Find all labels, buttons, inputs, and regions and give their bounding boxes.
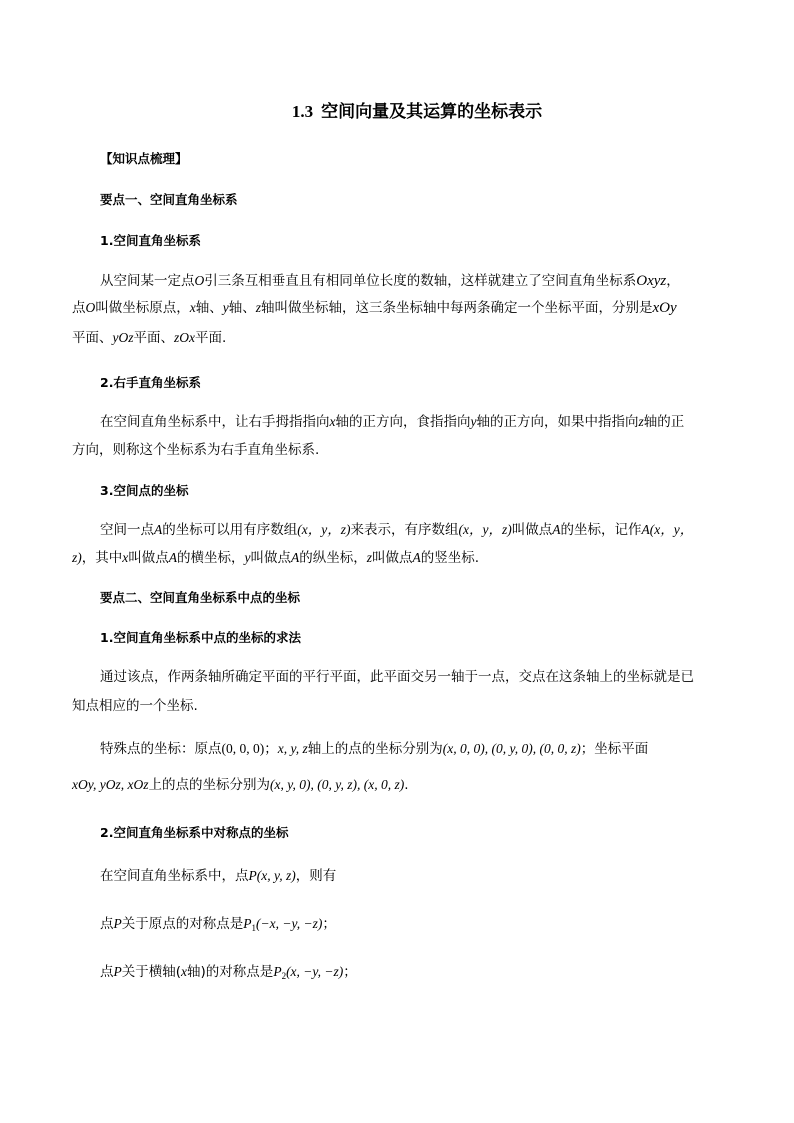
text-run: 空间一点 <box>100 522 154 538</box>
math-run: A(x，y， <box>641 522 694 537</box>
math-run: x <box>122 550 129 565</box>
math-run: z <box>638 414 644 429</box>
paragraph-line <box>72 298 677 318</box>
text-run: 的纵坐标， <box>299 550 367 566</box>
section-label: 【知识点梳理】 <box>100 151 188 166</box>
math-run: (x，y，z) <box>458 522 512 537</box>
math-symbol: P <box>243 916 252 931</box>
point1-s2-heading: 2.右手直角坐标系 <box>100 375 201 390</box>
title-number: 1.3 <box>291 102 314 121</box>
math-run: yOz <box>112 330 134 345</box>
math-run: xOy, yOz, xOz <box>72 777 149 792</box>
math-run: A <box>168 550 177 565</box>
text-run: ，则有 <box>295 868 337 884</box>
paragraph-line <box>72 775 409 795</box>
math-run: A <box>154 522 163 537</box>
paragraph-line <box>100 866 336 886</box>
text-run: 的竖坐标. <box>420 550 480 566</box>
math-coords: (x, −y, −z) <box>286 964 344 979</box>
text-run: 点 <box>100 916 114 932</box>
point1-heading: 要点一、空间直角坐标系 <box>100 192 238 207</box>
math-run: y <box>222 300 229 315</box>
text-run: 轴上的点的坐标分别为 <box>307 741 443 757</box>
paragraph-line <box>100 271 680 291</box>
text-run: 关于原点的对称点是 <box>121 916 244 932</box>
text-run: ； <box>264 741 278 757</box>
text-run: 平面、 <box>72 330 113 346</box>
page-title <box>0 99 794 125</box>
math-run: z <box>255 300 262 315</box>
math-run: A <box>552 522 561 537</box>
text-run: 叫做点 <box>250 550 291 566</box>
paragraph-line <box>100 914 336 934</box>
math-run: P <box>113 916 122 931</box>
text-run: 来表示，有序数组 <box>350 522 459 538</box>
point1-s3-heading: 3.空间点的坐标 <box>100 483 189 498</box>
math-symbol: P <box>273 964 282 979</box>
text-run: 的横坐标， <box>177 550 245 566</box>
text-run: 叫做点 <box>128 550 169 566</box>
math-run: (x, 0, 0), (0, y, 0), (0, 0, z) <box>442 741 581 756</box>
math-run: y <box>470 414 477 429</box>
subscript: 1 <box>251 923 256 933</box>
math-run: x <box>329 414 336 429</box>
text-run: 轴、 <box>228 300 256 316</box>
math-run: O <box>85 300 96 315</box>
text-run: 轴)的对称点是 <box>187 964 274 980</box>
text-run: 轴、 <box>195 300 223 316</box>
paragraph-line <box>100 412 684 432</box>
math-run: (x，y，z) <box>297 522 351 537</box>
text-run: 叫做点 <box>511 522 553 538</box>
text-run: 点 <box>100 964 114 980</box>
paragraph-line <box>100 962 357 982</box>
math-run: Oxyz <box>636 273 667 289</box>
math-run: x, y, z <box>277 741 308 756</box>
text-run: 轴的正 <box>643 414 685 430</box>
text-run: 从空间某一定点 <box>100 273 195 289</box>
subscript: 2 <box>281 971 287 981</box>
math-run: x <box>189 300 196 315</box>
text-run: 上的点的坐标分别为 <box>148 777 270 793</box>
paragraph-line <box>72 328 226 348</box>
math-run: x <box>181 964 188 979</box>
text-run: 点 <box>72 300 86 316</box>
paragraph-line <box>100 739 648 759</box>
text-run: 的坐标可以用有序数组 <box>162 522 298 538</box>
title-text: 空间向量及其运算的坐标表示 <box>321 102 543 122</box>
text-run: ， <box>666 273 680 289</box>
math-run: z) <box>72 550 82 565</box>
math-coords: (−x, −y, −z) <box>256 916 323 931</box>
text-run: 轴的正方向，如果中指指向 <box>476 414 639 430</box>
text-run: ；坐标平面 <box>580 741 649 757</box>
math-run: A <box>291 550 300 565</box>
math-run: (0, 0, 0) <box>221 741 265 756</box>
text-run: 特殊点的坐标：原点 <box>100 741 222 757</box>
paragraph-line: 通过该点，作两条轴所确定平面的平行平面，此平面交另一轴于一点，交点在这条轴上的坐标就是已 <box>100 669 694 685</box>
math-run: P(x, y, z) <box>248 868 296 883</box>
math-run: y <box>244 550 251 565</box>
text-run: 的坐标，记作 <box>560 522 642 538</box>
text-run: 轴的正方向，食指指向 <box>335 414 471 430</box>
text-run: 平面、 <box>133 330 174 346</box>
math-run: A <box>412 550 421 565</box>
text-run: 引三条互相垂直且有相同单位长度的数轴，这样就建立了空间直角坐标系 <box>204 273 637 289</box>
text-run: 轴叫做坐标轴，这三条坐标轴中每两条确定一个坐标平面，分别是 <box>261 300 653 316</box>
text-run: 叫做坐标原点， <box>95 300 190 316</box>
paragraph-line <box>72 548 479 568</box>
point2-s1-heading: 1.空间直角坐标系中点的坐标的求法 <box>100 630 301 645</box>
math-run: z <box>366 550 373 565</box>
text-run: 叫做点 <box>372 550 413 566</box>
text-run: ； <box>322 916 336 932</box>
math-run: O <box>194 273 205 288</box>
paragraph-line: 方向，则称这个坐标系为右手直角坐标系. <box>72 442 320 458</box>
text-run: ，其中 <box>81 550 123 566</box>
math-run: (x, y, 0), (0, y, z), (x, 0, z) <box>269 777 405 792</box>
text-run: . <box>404 777 409 793</box>
math-run: xOy <box>652 300 677 316</box>
math-run <box>273 964 343 979</box>
paragraph-line <box>100 520 693 540</box>
paragraph-line: 知点相应的一个坐标. <box>72 698 198 714</box>
text-run: ； <box>343 964 357 980</box>
text-run: 关于横轴( <box>121 964 182 980</box>
math-run: P <box>113 964 122 979</box>
text-run: 在空间直角坐标系中，点 <box>100 868 249 884</box>
point2-s2-heading: 2.空间直角坐标系中对称点的坐标 <box>100 825 289 840</box>
text-run: 在空间直角坐标系中，让右手拇指指向 <box>100 414 330 430</box>
math-run: zOx <box>174 330 195 345</box>
text-run: 平面. <box>195 330 227 346</box>
point1-s1-heading: 1.空间直角坐标系 <box>100 233 201 248</box>
point2-heading: 要点二、空间直角坐标系中点的坐标 <box>100 590 301 605</box>
math-run <box>243 916 322 931</box>
